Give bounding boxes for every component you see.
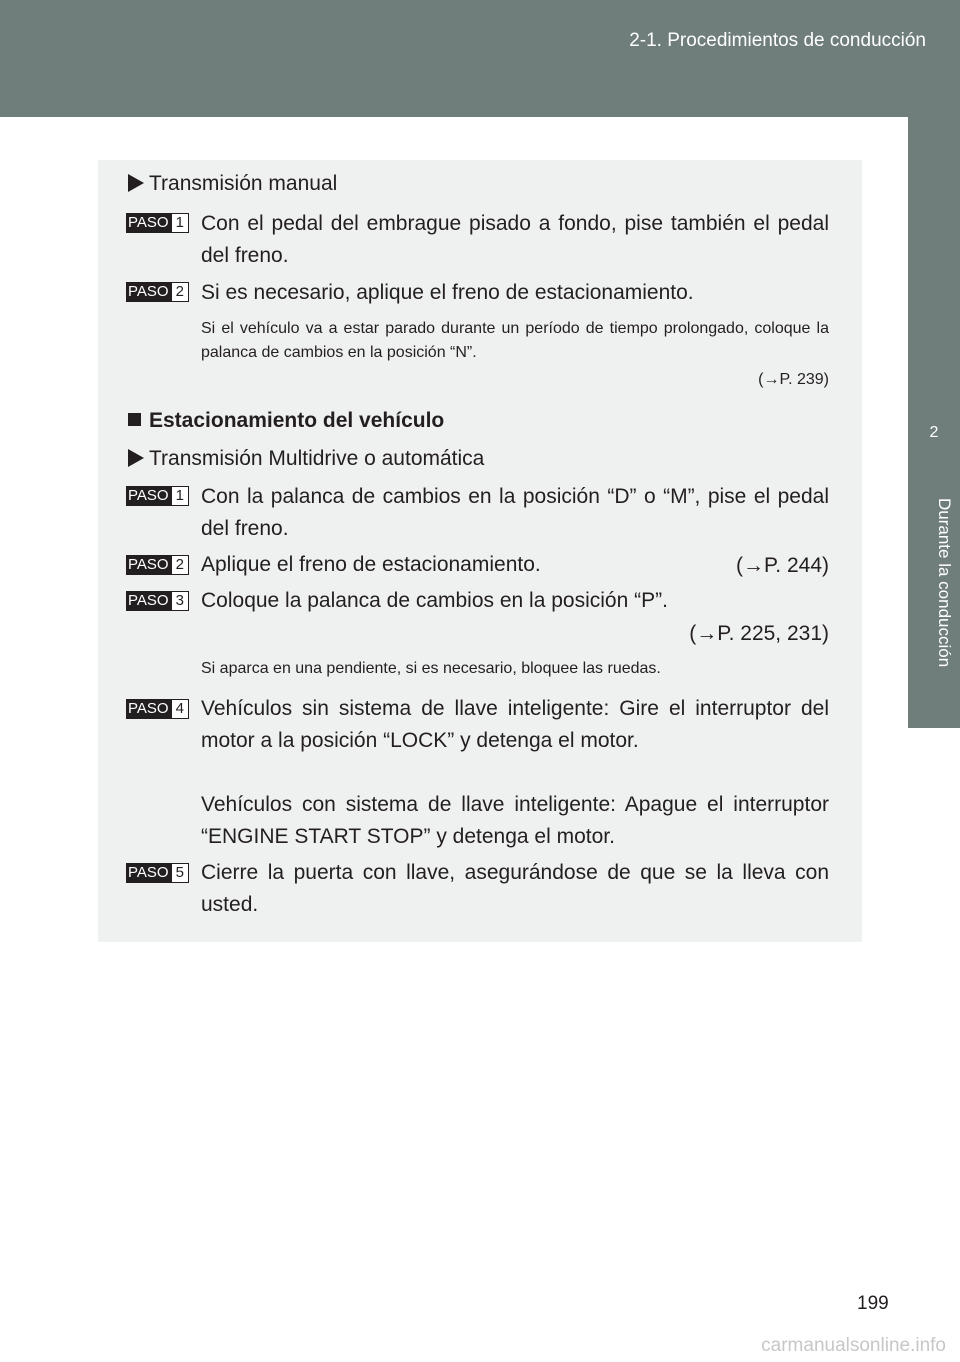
manual-heading: Transmisión manual <box>128 172 337 196</box>
step-badge: PASO 5 <box>126 863 189 883</box>
auto-heading: Transmisión Multidrive o automática <box>128 447 484 471</box>
step-text: Vehículos sin sistema de llave inteligente: Gire el interruptor del motor a la posición “LOCK” y detenga el motor. <box>201 697 829 752</box>
step-ref: (→P. 244) <box>736 554 829 577</box>
page-header <box>0 0 960 117</box>
step-text: Con la palanca de cambios en la posición “D” o “M”, pise el pedal del freno. <box>201 485 829 540</box>
chapter-number: 2 <box>929 424 939 441</box>
step-ref: (→P. 225, 231) <box>689 622 829 645</box>
watermark: carmanualsonline.info <box>761 1335 946 1356</box>
section-title: Estacionamiento del vehículo <box>128 409 444 433</box>
manual-note: Si el vehículo va a estar parado durante un período de tiempo prolongado, coloque la palanca de cambios en la posición “N”. <box>201 320 829 361</box>
parking-note: Si aparca en una pendiente, si es necesario, bloquee las ruedas. <box>201 660 661 677</box>
step-text: Cierre la puerta con llave, asegurándose de que se la lleva con usted. <box>201 861 829 916</box>
step-text-2: Vehículos con sistema de llave inteligente: Apague el interruptor “ENGINE START STOP” y detenga el motor. <box>201 793 829 848</box>
step-badge: PASO 4 <box>126 699 189 719</box>
chapter-name: Durante la conducción <box>935 498 954 668</box>
triangle-bullet-icon <box>128 449 144 467</box>
step-text: Coloque la palanca de cambios en la posición “P”. <box>201 589 668 612</box>
content-box <box>98 160 862 942</box>
triangle-bullet-icon <box>128 174 144 192</box>
page-number: 199 <box>857 1293 889 1314</box>
chapter-tab <box>908 388 960 728</box>
step-badge: PASO 2 <box>126 282 189 302</box>
step-text: Aplique el freno de estacionamiento. <box>201 553 541 576</box>
step-badge: PASO 1 <box>126 213 189 233</box>
step-text: Con el pedal del embrague pisado a fondo, pise también el pedal del freno. <box>201 212 829 267</box>
step-text: Si es necesario, aplique el freno de estacionamiento. <box>201 281 694 304</box>
square-bullet-icon <box>128 413 141 426</box>
manual-note-ref: (→P. 239) <box>758 371 829 388</box>
side-strip <box>908 117 960 388</box>
header-title: 2-1. Procedimientos de conducción <box>629 30 926 51</box>
step-badge: PASO 3 <box>126 591 189 611</box>
step-badge: PASO 1 <box>126 486 189 506</box>
step-badge: PASO 2 <box>126 555 189 575</box>
